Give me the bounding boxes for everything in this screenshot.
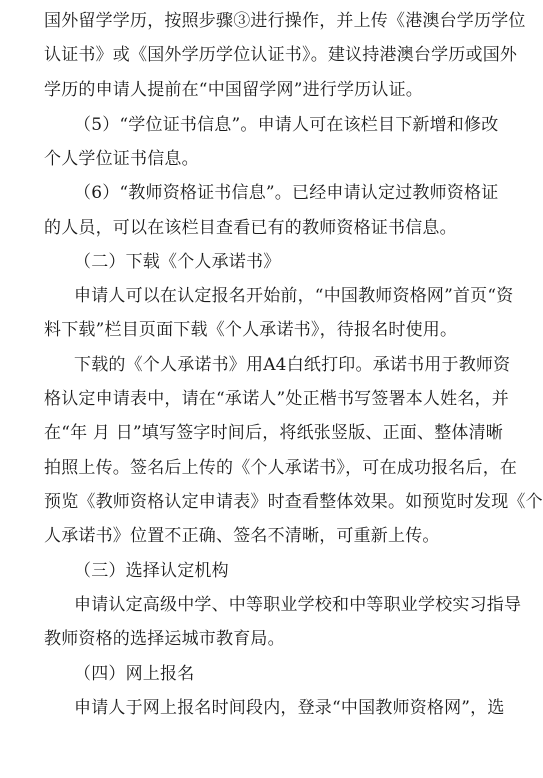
text-line: 料下载”栏目页面下载《个人承诺书》，待报名时使用。 [44,320,458,340]
text-line: 在“年 月 日”填写签字时间后，将纸张竖版、正面、整体清晰 [44,423,503,443]
text-line: 个人学位证书信息。 [44,149,199,169]
section-heading: （二）下载《个人承诺书》 [74,252,281,272]
text-line: 国外留学学历，按照步骤③进行操作，并上传《港澳台学历学位 [44,11,526,31]
text-line: 学历的申请人提前在“中国留学网”进行学历认证。 [44,80,423,100]
text-line: 申请人于网上报名时间段内，登录“中国教师资格网”，选 [74,698,505,718]
section-heading: （三）选择认定机构 [74,561,229,581]
text-line: 申请认定高级中学、中等职业学校和中等职业学校实习指导 [74,595,522,615]
text-line: 申请人可以在认定报名开始前，“中国教师资格网”首页“资 [74,286,514,306]
text-line: 下载的《个人承诺书》用A4白纸打印。承诺书用于教师资 [74,355,511,375]
text-line: 格认定申请表中，请在“承诺人”处正楷书写签署本人姓名，并 [44,389,509,409]
text-line: 教师资格的选择运城市教育局。 [44,629,285,649]
text-line: 人承诺书》位置不正确、签名不清晰，可重新上传。 [44,526,440,546]
text-line: 预览《教师资格认定申请表》时查看整体效果。如预览时发现《个 [44,492,543,512]
text-line: 拍照上传。签名后上传的《个人承诺书》，可在成功报名后，在 [44,458,518,478]
text-line: 认证书》或《国外学历学位认证书》。建议持港澳台学历或国外 [44,45,518,65]
section-heading: （四）网上报名 [74,664,195,684]
text-line: （5）“学位证书信息”。申请人可在该栏目下新增和修改 [74,115,499,135]
text-line: 的人员，可以在该栏目查看已有的教师资格证书信息。 [44,218,457,238]
text-line: （6）“教师资格证书信息”。已经申请认定过教师资格证 [74,183,499,203]
